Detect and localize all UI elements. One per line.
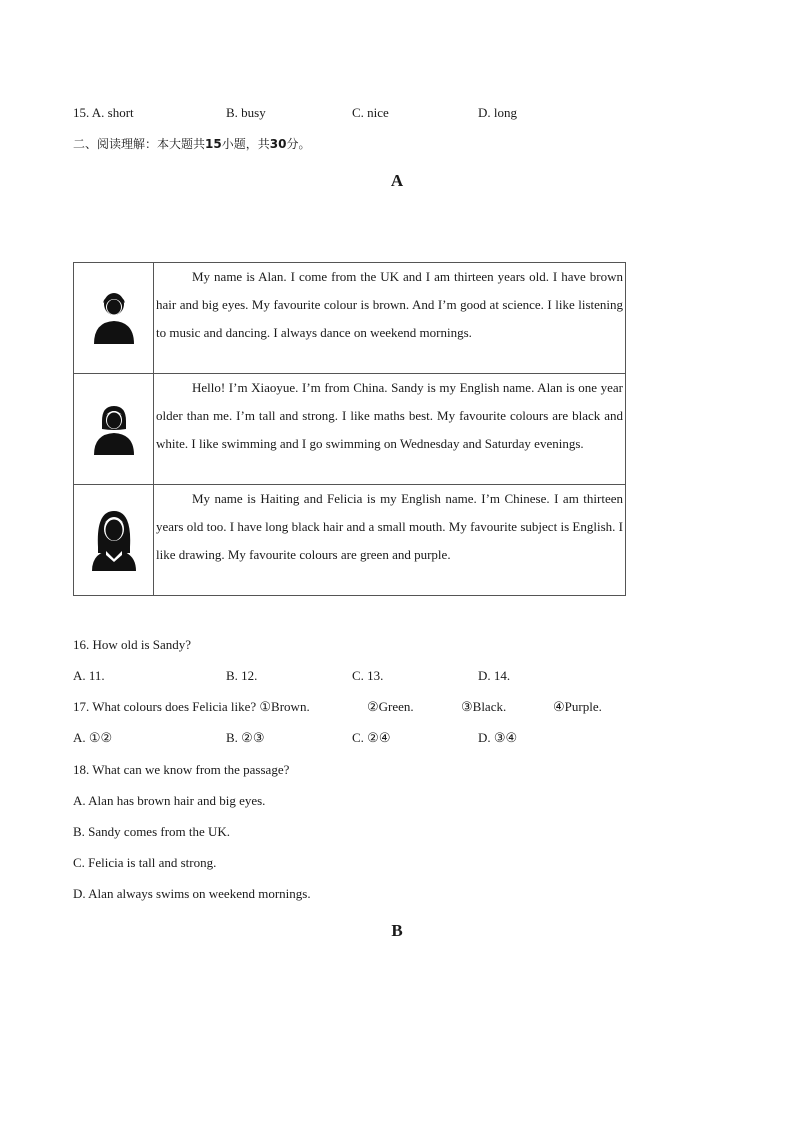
section-heading-reading xyxy=(73,136,310,152)
profile-row xyxy=(74,263,626,374)
q17-choice-2: ②Green. xyxy=(367,699,414,714)
q17-option-d: D. ③④ xyxy=(478,730,518,745)
q18-option-c: C. Felicia is tall and strong. xyxy=(73,855,217,870)
section-heading-score: 30 xyxy=(269,137,287,151)
passage-a-title: A xyxy=(390,171,404,190)
q15-option-a: 15. A. short xyxy=(73,105,134,120)
section-heading-prefix: 二、阅读理解：本大题共 xyxy=(73,137,206,151)
q18-option-b: B. Sandy comes from the UK. xyxy=(73,824,231,839)
q17-choice-4: ④Purple. xyxy=(553,699,602,714)
q18-option-a: A. Alan has brown hair and big eyes. xyxy=(73,793,266,808)
profile-text-cell xyxy=(154,485,626,596)
section-heading-suffix: 分。 xyxy=(286,137,311,151)
girl-long-hair-avatar-icon xyxy=(89,507,139,573)
q16-option-a: A. 11. xyxy=(73,668,105,683)
q16-option-c: C. 13. xyxy=(352,668,384,683)
question-16-stem: 16. How old is Sandy? xyxy=(73,637,192,652)
profile-alan-text: My name is Alan. I come from the UK and I am thirteen years old. I have brown hair and big eyes. My favourite colour is brown. And I’m good at science. I like listening to music and dancing. I always dance on weekend mornings. xyxy=(156,269,623,340)
question-17-stem: 17. What colours does Felicia like? ①Brown. xyxy=(73,699,310,714)
profile-row xyxy=(74,374,626,485)
q18-option-d: D. Alan always swims on weekend mornings. xyxy=(73,886,311,901)
section-heading-count: 15 xyxy=(205,137,222,151)
passage-b-title: B xyxy=(391,921,403,940)
section-heading-middle: 小题，共 xyxy=(221,137,270,151)
profile-picture-cell xyxy=(74,374,154,485)
q17-option-a: A. ①② xyxy=(73,730,113,745)
profile-haiting-text: My name is Haiting and Felicia is my English name. I’m Chinese. I am thirteen years old too. I have long black hair and a small mouth. My favourite subject is English. I like drawing. My favourite colours are green and purple. xyxy=(156,491,623,562)
question-18-stem: 18. What can we know from the passage? xyxy=(73,762,290,777)
boy-avatar-icon xyxy=(91,290,137,346)
profile-picture-cell xyxy=(74,485,154,596)
profile-text-cell xyxy=(154,374,626,485)
profile-text-cell xyxy=(154,263,626,374)
q16-option-d: D. 14. xyxy=(478,668,511,683)
profile-row xyxy=(74,485,626,596)
q17-option-c: C. ②④ xyxy=(352,730,391,745)
q15-option-d: D. long xyxy=(478,105,517,120)
q17-option-b: B. ②③ xyxy=(226,730,265,745)
q15-option-b: B. busy xyxy=(226,105,266,120)
profile-xiaoyue-text: Hello! I’m Xiaoyue. I’m from China. Sandy is my English name. Alan is one year older than me. I’m tall and strong. I like maths best. My favourite colours are black and white. I like swimming and I go swimming on Wednesday and Saturday evenings. xyxy=(156,380,623,451)
q15-option-c: C. nice xyxy=(352,105,389,120)
q17-choice-3: ③Black. xyxy=(461,699,507,714)
profiles-table xyxy=(73,262,626,596)
girl-short-hair-avatar-icon xyxy=(91,401,137,457)
q16-option-b: B. 12. xyxy=(226,668,258,683)
profile-picture-cell xyxy=(74,263,154,374)
